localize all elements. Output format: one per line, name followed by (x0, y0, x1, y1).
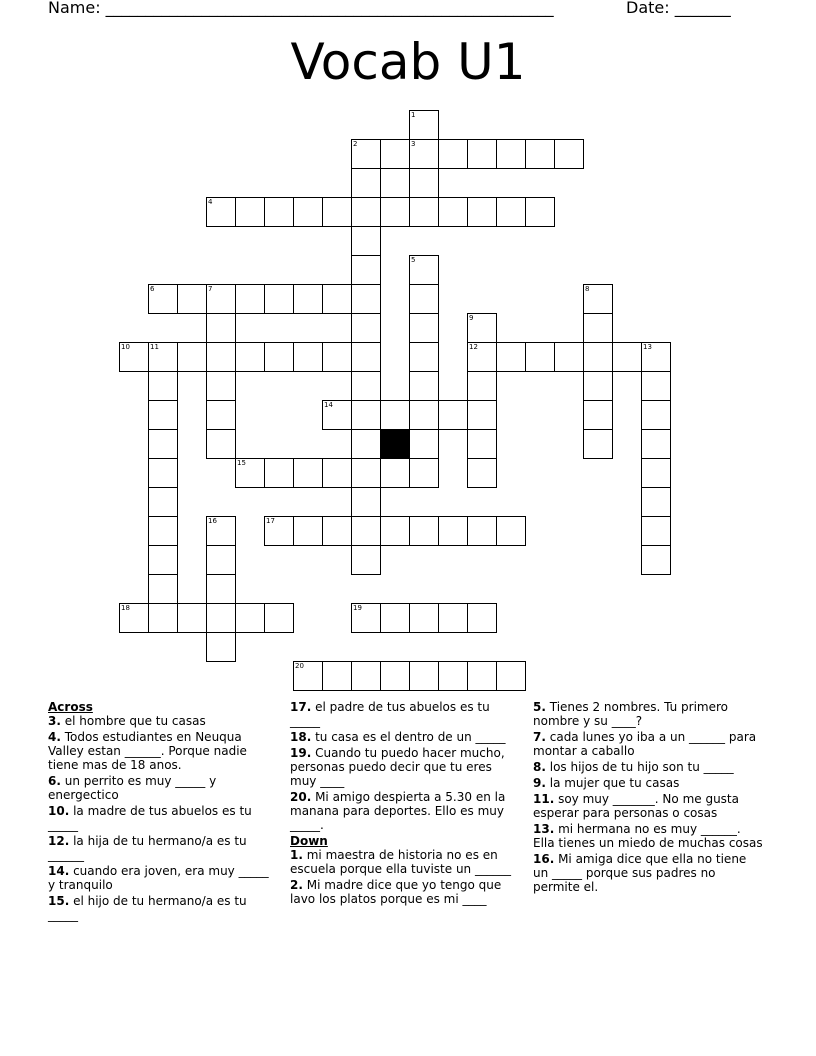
clue-text: soy muy _______. No me gusta esperar para personas o cosas (533, 792, 739, 820)
grid-cell[interactable] (293, 342, 323, 372)
clue-number-label: 20. (290, 790, 312, 804)
grid-cell[interactable] (351, 168, 381, 198)
grid-cell[interactable] (409, 342, 439, 372)
grid-cell[interactable] (583, 400, 613, 430)
grid-cell[interactable] (351, 400, 381, 430)
grid-cell[interactable] (148, 574, 178, 604)
grid-cell[interactable] (351, 197, 381, 227)
clue (290, 700, 522, 728)
clue-number: 12 (469, 343, 478, 351)
grid-cell[interactable] (293, 284, 323, 314)
grid-cell[interactable] (409, 371, 439, 401)
down-heading: Down (290, 834, 328, 848)
grid-cell[interactable] (380, 458, 410, 488)
clue-number-label: 19. (290, 746, 312, 760)
grid-cell[interactable] (380, 197, 410, 227)
clue-number: 3 (411, 140, 416, 148)
clue-number-label: 5. (533, 700, 546, 714)
clue-number-label: 18. (290, 730, 312, 744)
clue-number: 18 (121, 604, 130, 612)
clue-number: 2 (353, 140, 358, 148)
clue-text: un perrito es muy _____ y energectico (48, 774, 217, 802)
clue (533, 822, 763, 850)
down-clue-list-continued (533, 700, 763, 894)
clue-number: 20 (295, 662, 304, 670)
clue-number: 14 (324, 401, 333, 409)
clue (48, 864, 273, 892)
grid-cell[interactable] (206, 429, 236, 459)
clue (290, 878, 522, 906)
grid-cell[interactable] (380, 661, 410, 691)
grid-cell[interactable] (206, 342, 236, 372)
grid-cell[interactable] (206, 371, 236, 401)
grid-cell[interactable] (206, 545, 236, 575)
grid-cell[interactable] (293, 458, 323, 488)
clue (533, 760, 763, 774)
clue-text: el hijo de tu hermano/a es tu _____ (48, 894, 247, 922)
clue-number-label: 2. (290, 878, 303, 892)
grid-cell[interactable] (119, 342, 149, 372)
down-clue-list (290, 848, 522, 906)
grid-cell[interactable] (206, 197, 236, 227)
clues-column-3 (533, 700, 763, 896)
clue-number-label: 15. (48, 894, 70, 908)
grid-cell[interactable] (177, 342, 207, 372)
grid-cell[interactable] (380, 400, 410, 430)
grid-cell[interactable] (351, 545, 381, 575)
grid-cell[interactable] (438, 603, 468, 633)
grid-cell[interactable] (467, 139, 497, 169)
grid-cell[interactable] (351, 487, 381, 517)
grid-cell[interactable] (467, 313, 497, 343)
across-clue-list (48, 714, 273, 922)
grid-cell[interactable] (409, 603, 439, 633)
grid-cell[interactable] (641, 400, 671, 430)
grid-cell[interactable] (235, 458, 265, 488)
grid-cell[interactable] (525, 197, 555, 227)
clue-number-label: 14. (48, 864, 70, 878)
grid-cell[interactable] (351, 284, 381, 314)
clue-number: 15 (237, 459, 246, 467)
clue-number: 16 (208, 517, 217, 525)
clue-number-label: 11. (533, 792, 555, 806)
clue-text: mi hermana no es muy ______. Ella tienes un miedo de muchas cosas (533, 822, 763, 850)
grid-cell[interactable] (351, 313, 381, 343)
grid-cell[interactable] (206, 313, 236, 343)
grid-cell[interactable] (206, 284, 236, 314)
grid-cell[interactable] (148, 603, 178, 633)
clue-number-label: 12. (48, 834, 70, 848)
clue-number: 11 (150, 343, 159, 351)
clue-number: 17 (266, 517, 275, 525)
grid-cell[interactable] (380, 603, 410, 633)
clue-number: 6 (150, 285, 155, 293)
clue (533, 700, 763, 728)
grid-cell[interactable] (409, 458, 439, 488)
grid-cell[interactable] (264, 197, 294, 227)
grid-cell[interactable] (206, 400, 236, 430)
grid-cell[interactable] (496, 197, 526, 227)
across-clue-list-continued (290, 700, 522, 832)
grid-cell[interactable] (438, 516, 468, 546)
grid-cell[interactable] (148, 284, 178, 314)
grid-cell[interactable] (583, 284, 613, 314)
grid-cell[interactable] (177, 603, 207, 633)
clue (48, 774, 273, 802)
grid-cell[interactable] (148, 458, 178, 488)
clue-text: Mi amigo despierta a 5.30 en la manana para deportes. Ello es muy _____. (290, 790, 506, 832)
clue-number: 8 (585, 285, 590, 293)
grid-cell[interactable] (583, 429, 613, 459)
date-field-line: Date: _______ (626, 0, 731, 17)
grid-cell[interactable] (351, 603, 381, 633)
grid-cell[interactable] (467, 458, 497, 488)
clue (290, 790, 522, 832)
clue-number: 13 (643, 343, 652, 351)
clue-number: 10 (121, 343, 130, 351)
grid-cell[interactable] (496, 139, 526, 169)
clue-text: el hombre que tu casas (60, 714, 206, 728)
grid-cell[interactable] (641, 342, 671, 372)
clue-number: 4 (208, 198, 213, 206)
grid-cell[interactable] (438, 197, 468, 227)
page-title: Vocab U1 (290, 33, 526, 91)
grid-cell[interactable] (409, 139, 439, 169)
grid-cell[interactable] (409, 255, 439, 285)
grid-cell[interactable] (409, 661, 439, 691)
grid-cell[interactable] (351, 661, 381, 691)
grid-cell[interactable] (496, 516, 526, 546)
clue-text: Cuando tu puedo hacer mucho, personas puedo decir que tu eres muy ____ (290, 746, 505, 788)
clue (533, 792, 763, 820)
grid-cell[interactable] (264, 342, 294, 372)
across-heading: Across (48, 700, 93, 714)
blocked-cell (380, 429, 410, 459)
clue-text: Tienes 2 nombres. Tu primero nombre y su ____? (533, 700, 729, 728)
grid-cell[interactable] (351, 371, 381, 401)
clue (533, 852, 763, 894)
clue-text: el padre de tus abuelos es tu _____ (290, 700, 490, 728)
grid-cell[interactable] (380, 139, 410, 169)
grid-cell[interactable] (264, 458, 294, 488)
grid-cell[interactable] (351, 458, 381, 488)
grid-cell[interactable] (148, 516, 178, 546)
grid-cell[interactable] (235, 342, 265, 372)
grid-cell[interactable] (148, 545, 178, 575)
clues-column-2 (290, 700, 522, 908)
grid-cell[interactable] (409, 168, 439, 198)
grid-cell[interactable] (409, 197, 439, 227)
grid-cell[interactable] (322, 661, 352, 691)
clue-text: los hijos de tu hijo son tu _____ (545, 760, 734, 774)
grid-cell[interactable] (293, 516, 323, 546)
grid-cell[interactable] (322, 197, 352, 227)
clues-column-1 (48, 700, 273, 924)
clue-number-label: 8. (533, 760, 546, 774)
clue-number-label: 3. (48, 714, 61, 728)
clue-number-label: 17. (290, 700, 312, 714)
grid-cell[interactable] (409, 110, 439, 140)
grid-cell[interactable] (438, 661, 468, 691)
grid-cell[interactable] (351, 226, 381, 256)
grid-cell[interactable] (467, 197, 497, 227)
clue-text: la mujer que tu casas (545, 776, 680, 790)
clue-text: tu casa es el dentro de un _____ (311, 730, 506, 744)
grid-cell[interactable] (583, 342, 613, 372)
clue-number-label: 16. (533, 852, 555, 866)
clue-text: la hija de tu hermano/a es tu ______ (48, 834, 247, 862)
grid-cell[interactable] (409, 313, 439, 343)
grid-cell[interactable] (322, 284, 352, 314)
grid-cell[interactable] (467, 371, 497, 401)
clue (48, 730, 273, 772)
grid-cell[interactable] (264, 284, 294, 314)
grid-cell[interactable] (641, 429, 671, 459)
grid-cell[interactable] (409, 516, 439, 546)
grid-cell[interactable] (525, 139, 555, 169)
clue-number: 19 (353, 604, 362, 612)
grid-cell[interactable] (583, 371, 613, 401)
grid-cell[interactable] (148, 429, 178, 459)
grid-cell[interactable] (351, 342, 381, 372)
grid-cell[interactable] (380, 516, 410, 546)
clue-number: 9 (469, 314, 474, 322)
grid-cell[interactable] (322, 458, 352, 488)
grid-cell[interactable] (264, 516, 294, 546)
name-field-line: Name: ________________________________________________________ (48, 0, 554, 17)
grid-cell[interactable] (641, 458, 671, 488)
clue-text: Mi amiga dice que ella no tiene un _____ porque sus padres no permite el. (533, 852, 747, 894)
clue-number-label: 1. (290, 848, 303, 862)
clue-text: Mi madre dice que yo tengo que lavo los platos porque es mi ____ (290, 878, 502, 906)
grid-cell[interactable] (467, 516, 497, 546)
clue-text: mi maestra de historia no es en escuela porque ella tuviste un ______ (290, 848, 511, 876)
grid-cell[interactable] (206, 574, 236, 604)
grid-cell[interactable] (641, 371, 671, 401)
grid-cell[interactable] (119, 603, 149, 633)
grid-cell[interactable] (351, 139, 381, 169)
grid-cell[interactable] (206, 516, 236, 546)
clue-number-label: 6. (48, 774, 61, 788)
grid-cell[interactable] (206, 632, 236, 662)
grid-cell[interactable] (206, 603, 236, 633)
clue (290, 746, 522, 788)
grid-cell[interactable] (148, 371, 178, 401)
clue-number: 1 (411, 111, 416, 119)
clue-number-label: 7. (533, 730, 546, 744)
clue (48, 834, 273, 862)
grid-cell[interactable] (235, 284, 265, 314)
grid-cell[interactable] (148, 487, 178, 517)
grid-cell[interactable] (409, 400, 439, 430)
clue (48, 804, 273, 832)
grid-cell[interactable] (554, 139, 584, 169)
clue (290, 730, 522, 744)
clue-number-label: 10. (48, 804, 70, 818)
grid-cell[interactable] (641, 545, 671, 575)
grid-cell[interactable] (641, 516, 671, 546)
grid-cell[interactable] (496, 661, 526, 691)
clue-text: cada lunes yo iba a un ______ para montar a caballo (533, 730, 757, 758)
clue (533, 776, 763, 790)
grid-cell[interactable] (322, 342, 352, 372)
grid-cell[interactable] (467, 342, 497, 372)
grid-cell[interactable] (467, 400, 497, 430)
grid-cell[interactable] (148, 400, 178, 430)
grid-cell[interactable] (467, 429, 497, 459)
clue-number-label: 9. (533, 776, 546, 790)
grid-cell[interactable] (148, 342, 178, 372)
grid-cell[interactable] (351, 429, 381, 459)
clue-text: la madre de tus abuelos es tu _____ (48, 804, 252, 832)
clue (48, 894, 273, 922)
grid-cell[interactable] (351, 255, 381, 285)
grid-cell[interactable] (322, 516, 352, 546)
grid-cell[interactable] (583, 313, 613, 343)
grid-cell[interactable] (264, 603, 294, 633)
clue-number: 7 (208, 285, 213, 293)
clue-number-label: 13. (533, 822, 555, 836)
grid-cell[interactable] (351, 516, 381, 546)
clue (48, 714, 273, 728)
grid-cell[interactable] (409, 284, 439, 314)
clue-number-label: 4. (48, 730, 61, 744)
grid-cell[interactable] (496, 342, 526, 372)
grid-cell[interactable] (467, 661, 497, 691)
grid-cell[interactable] (177, 284, 207, 314)
grid-cell[interactable] (235, 197, 265, 227)
grid-cell[interactable] (409, 429, 439, 459)
clue-text: Todos estudiantes en Neuqua Valley estan ______. Porque nadie tiene mas de 18 anos. (48, 730, 247, 772)
clue-text: cuando era joven, era muy _____ y tranquilo (48, 864, 269, 892)
grid-cell[interactable] (235, 603, 265, 633)
grid-cell[interactable] (293, 197, 323, 227)
grid-cell[interactable] (554, 342, 584, 372)
clue (533, 730, 763, 758)
grid-cell[interactable] (438, 139, 468, 169)
grid-cell[interactable] (467, 603, 497, 633)
grid-cell[interactable] (293, 661, 323, 691)
grid-cell[interactable] (641, 487, 671, 517)
grid-cell[interactable] (612, 342, 642, 372)
grid-cell[interactable] (322, 400, 352, 430)
clue-number: 5 (411, 256, 416, 264)
clue (290, 848, 522, 876)
grid-cell[interactable] (525, 342, 555, 372)
grid-cell[interactable] (438, 400, 468, 430)
